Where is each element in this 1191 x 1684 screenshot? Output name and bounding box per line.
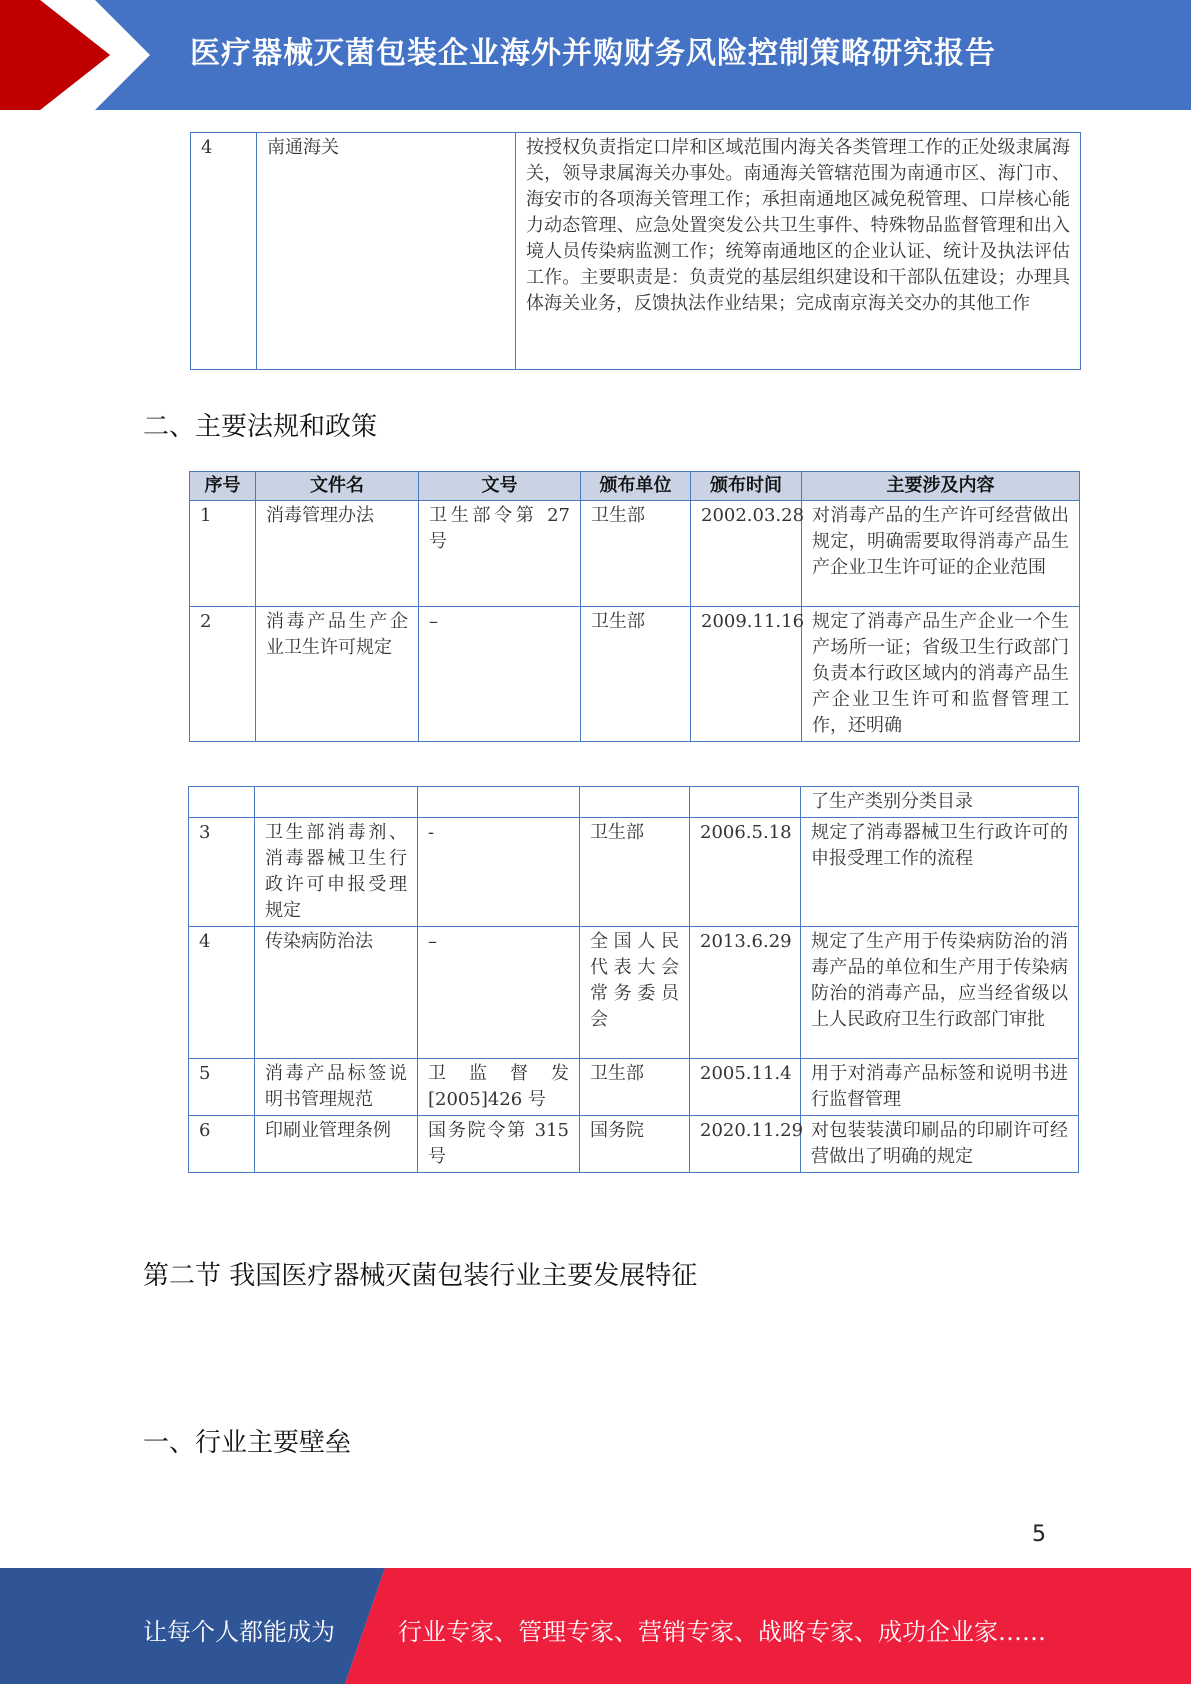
cell-name: 卫生部消毒剂、消毒器械卫生行政许可申报受理规定 [255, 818, 418, 927]
cell-issuer: 全国人民代表大会常务委员会 [580, 927, 690, 1059]
cell-name: 传染病防治法 [255, 927, 418, 1059]
cell-date: 2005.11.4 [690, 1059, 801, 1116]
cell-name: 消毒产品生产企业卫生许可规定 [256, 607, 419, 742]
table-row-continuation [189, 787, 1079, 818]
cell-date: 2009.11.16 [691, 607, 802, 742]
table-row [189, 927, 1079, 1059]
cell-no: 4 [191, 133, 257, 370]
cell-date: 2020.11.29 [690, 1116, 801, 1173]
cell-doc: 卫 监 督 发 [2005]426 号 [418, 1059, 580, 1116]
header-doc: 文号 [419, 472, 581, 501]
cell-doc: - [418, 818, 580, 927]
table-row [190, 501, 1080, 607]
table-row [191, 133, 1081, 370]
cell-issuer: 卫生部 [581, 607, 691, 742]
cell-date: 2002.03.28 [691, 501, 802, 607]
header-issuer: 颁布单位 [581, 472, 691, 501]
page-header [0, 0, 1191, 110]
table-row [189, 1059, 1079, 1116]
cell-doc: 国务院令第 315 号 [418, 1116, 580, 1173]
cell-no: 3 [189, 818, 255, 927]
cell-doc: – [419, 607, 581, 742]
header-no: 序号 [190, 472, 256, 501]
table-row [189, 818, 1079, 927]
header-date: 颁布时间 [691, 472, 802, 501]
cell-content: 规定了生产用于传染病防治的消毒产品的单位和生产用于传染病防治的消毒产品，应当经省级以上人民政府卫生行政部门审批 [801, 927, 1079, 1059]
section-heading-barriers: 一、行业主要壁垒 [143, 1428, 352, 1458]
footer-slogan-right: 行业专家、管理专家、营销专家、战略专家、成功企业家…… [398, 1618, 1046, 1646]
header-content: 主要涉及内容 [802, 472, 1080, 501]
header-title: 医疗器械灭菌包装企业海外并购财务风险控制策略研究报告 [190, 36, 996, 71]
cell-no: 6 [189, 1116, 255, 1173]
page-number: 5 [1032, 1522, 1046, 1547]
cell-name: 消毒管理办法 [256, 501, 419, 607]
page-footer [0, 1568, 1191, 1684]
cell-name: 消毒产品标签说明书管理规范 [255, 1059, 418, 1116]
cell-content: 用于对消毒产品标签和说明书进行监督管理 [801, 1059, 1079, 1116]
cell-no: 2 [190, 607, 256, 742]
header-name: 文件名 [256, 472, 419, 501]
cell-content: 对消毒产品的生产许可经营做出规定，明确需要取得消毒产品生产企业卫生许可证的企业范围 [802, 501, 1080, 607]
cell-no: 4 [189, 927, 255, 1059]
cell-issuer: 卫生部 [580, 1059, 690, 1116]
cell-issuer: 国务院 [580, 1116, 690, 1173]
table-row [190, 607, 1080, 742]
laws-table-part2 [188, 786, 1079, 1173]
cell-date: 2006.5.18 [690, 818, 801, 927]
cell-name: 南通海关 [257, 133, 516, 370]
section-heading-laws: 二、主要法规和政策 [143, 412, 378, 442]
cell-content: 规定了消毒器械卫生行政许可的申报受理工作的流程 [801, 818, 1079, 927]
cell-no: 5 [189, 1059, 255, 1116]
cell-content: 对包装装潢印刷品的印刷许可经营做出了明确的规定 [801, 1116, 1079, 1173]
cell-issuer: 卫生部 [581, 501, 691, 607]
cell-doc: – [418, 927, 580, 1059]
cell-content: 规定了消毒产品生产企业一个生产场所一证；省级卫生行政部门负责本行政区域内的消毒产品生产企业卫生许可和监督管理工作，还明确 [802, 607, 1080, 742]
section-heading-development: 第二节 我国医疗器械灭菌包装行业主要发展特征 [143, 1261, 698, 1291]
cell-issuer: 卫生部 [580, 818, 690, 927]
cell-content: 了生产类别分类目录 [801, 787, 1079, 818]
table-header-row [190, 472, 1080, 501]
cell-no: 1 [190, 501, 256, 607]
customs-table [190, 132, 1081, 370]
cell-name: 印刷业管理条例 [255, 1116, 418, 1173]
cell-desc: 按授权负责指定口岸和区域范围内海关各类管理工作的正处级隶属海关，领导隶属海关办事处。南通海关管辖范围为南通市区、海门市、海安市的各项海关管理工作；承担南通地区减免税管理、口岸核心能力动态管理、应急处置突发公共卫生事件、特殊物品监督管理和出入境人员传染病监测工作；统筹南通地区的企业认证、统计及执法评估工作。主要职责是：负责党的基层组织建设和干部队伍建设；办理具体海关业务，反馈执法作业结果；完成南京海关交办的其他工作 [516, 133, 1081, 370]
laws-table-part1 [189, 471, 1080, 742]
cell-doc: 卫生部令第 27 号 [419, 501, 581, 607]
table-row [189, 1116, 1079, 1173]
footer-slogan-left: 让每个人都能成为 [143, 1618, 335, 1646]
cell-date: 2013.6.29 [690, 927, 801, 1059]
